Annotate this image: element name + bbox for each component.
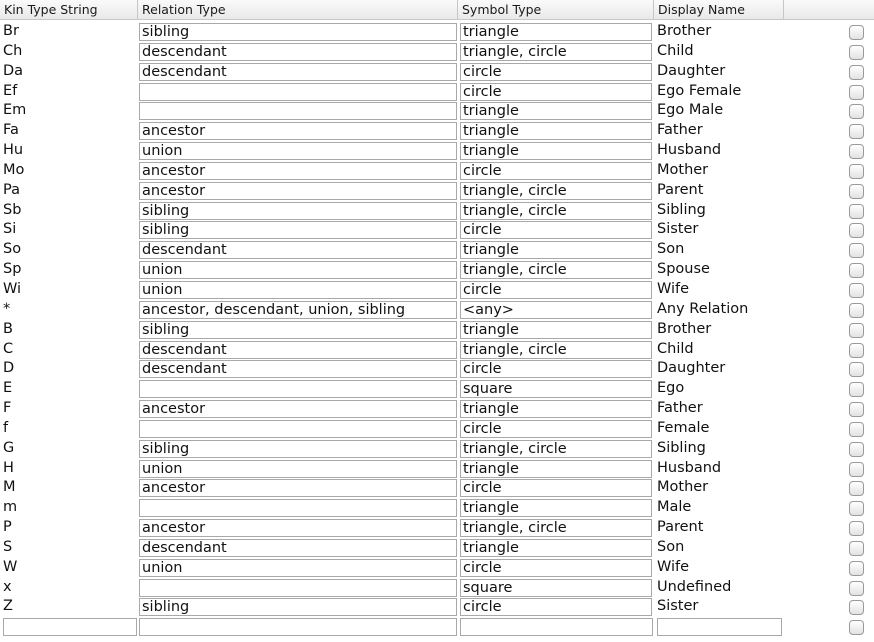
kin-type-cell[interactable]: Sb: [3, 201, 22, 218]
kin-type-cell[interactable]: M: [3, 479, 16, 496]
table-row[interactable]: [0, 538, 874, 558]
table-row[interactable]: [0, 161, 874, 181]
row-checkbox[interactable]: [849, 462, 864, 477]
symbol-type-cell[interactable]: triangle, circle: [460, 341, 652, 359]
symbol-type-cell[interactable]: circle: [460, 479, 652, 497]
table-row[interactable]: [0, 419, 874, 439]
table-row[interactable]: [0, 399, 874, 419]
display-name-cell[interactable]: Spouse: [657, 261, 710, 278]
display-name-cell[interactable]: Child: [657, 42, 694, 59]
row-checkbox[interactable]: [849, 25, 864, 40]
kin-type-table-body: [0, 22, 874, 617]
relation-type-cell[interactable]: union: [139, 261, 457, 279]
relation-type-cell[interactable]: ancestor: [139, 162, 457, 180]
symbol-type-cell[interactable]: triangle, circle: [460, 519, 652, 537]
symbol-type-cell[interactable]: triangle, circle: [460, 202, 652, 220]
table-row[interactable]: [0, 320, 874, 340]
symbol-type-cell[interactable]: triangle, circle: [460, 440, 652, 458]
display-name-cell[interactable]: Daughter: [657, 360, 726, 377]
table-row[interactable]: [0, 201, 874, 221]
symbol-type-cell[interactable]: circle: [460, 360, 652, 378]
kin-type-cell[interactable]: Sp: [3, 261, 22, 278]
kin-type-cell[interactable]: Hu: [3, 142, 24, 159]
table-row[interactable]: [0, 558, 874, 578]
symbol-type-cell[interactable]: square: [460, 579, 652, 597]
row-checkbox[interactable]: [849, 303, 864, 318]
symbol-type-cell[interactable]: circle: [460, 420, 652, 438]
relation-type-cell[interactable]: sibling: [139, 221, 457, 239]
symbol-type-cell[interactable]: triangle: [460, 539, 652, 557]
new-display-name-input[interactable]: [657, 618, 782, 636]
relation-type-cell[interactable]: ancestor: [139, 519, 457, 537]
row-checkbox[interactable]: [849, 343, 864, 358]
row-checkbox[interactable]: [849, 283, 864, 298]
kin-type-cell[interactable]: Z: [3, 598, 13, 615]
row-checkbox[interactable]: [849, 561, 864, 576]
table-row[interactable]: [0, 518, 874, 538]
symbol-type-cell[interactable]: circle: [460, 221, 652, 239]
new-entry-row: [0, 617, 874, 637]
symbol-type-cell[interactable]: triangle: [460, 23, 652, 41]
relation-type-cell[interactable]: sibling: [139, 321, 457, 339]
display-name-cell[interactable]: Male: [657, 499, 692, 516]
table-row[interactable]: [0, 597, 874, 617]
symbol-type-cell[interactable]: circle: [460, 162, 652, 180]
kin-type-cell[interactable]: E: [3, 380, 13, 397]
relation-type-cell[interactable]: ancestor, descendant, union, sibling: [139, 301, 457, 319]
display-name-cell[interactable]: Sister: [657, 221, 699, 238]
kin-type-cell[interactable]: D: [3, 360, 15, 377]
display-name-cell[interactable]: Ego Male: [657, 102, 724, 119]
table-header: [0, 0, 874, 20]
display-name-cell[interactable]: Father: [657, 400, 703, 417]
table-row[interactable]: [0, 121, 874, 141]
relation-type-cell[interactable]: descendant: [139, 539, 457, 557]
kin-type-cell[interactable]: C: [3, 340, 14, 357]
kin-type-cell[interactable]: F: [3, 400, 12, 417]
display-name-cell[interactable]: Son: [657, 538, 685, 555]
symbol-type-cell[interactable]: triangle: [460, 122, 652, 140]
relation-type-cell[interactable]: descendant: [139, 241, 457, 259]
kin-type-cell[interactable]: Si: [3, 221, 17, 238]
symbol-type-cell[interactable]: triangle: [460, 460, 652, 478]
row-checkbox[interactable]: [849, 204, 864, 219]
row-checkbox[interactable]: [849, 541, 864, 556]
kin-type-cell[interactable]: m: [3, 499, 18, 516]
relation-type-cell[interactable]: descendant: [139, 341, 457, 359]
symbol-type-cell[interactable]: square: [460, 380, 652, 398]
kin-type-cell[interactable]: Em: [3, 102, 27, 119]
symbol-type-cell[interactable]: circle: [460, 83, 652, 101]
row-checkbox[interactable]: [849, 263, 864, 278]
kin-type-cell[interactable]: Ch: [3, 42, 23, 59]
display-name-cell[interactable]: Son: [657, 241, 685, 258]
relation-type-cell[interactable]: descendant: [139, 360, 457, 378]
row-checkbox[interactable]: [849, 501, 864, 516]
display-name-cell[interactable]: Sister: [657, 598, 699, 615]
table-row[interactable]: [0, 101, 874, 121]
display-name-cell[interactable]: Brother: [657, 320, 712, 337]
table-row[interactable]: [0, 578, 874, 598]
column-header-checkbox[interactable]: [784, 0, 874, 20]
row-checkbox[interactable]: [849, 422, 864, 437]
relation-type-cell[interactable]: ancestor: [139, 182, 457, 200]
relation-type-cell[interactable]: sibling: [139, 598, 457, 616]
relation-type-cell[interactable]: [139, 579, 457, 597]
display-name-cell[interactable]: Mother: [657, 161, 709, 178]
relation-type-cell[interactable]: [139, 380, 457, 398]
symbol-type-cell[interactable]: triangle: [460, 400, 652, 418]
relation-type-cell[interactable]: ancestor: [139, 122, 457, 140]
symbol-type-cell[interactable]: circle: [460, 598, 652, 616]
relation-type-cell[interactable]: union: [139, 142, 457, 160]
display-name-cell[interactable]: Mother: [657, 479, 709, 496]
table-row[interactable]: [0, 260, 874, 280]
relation-type-cell[interactable]: [139, 420, 457, 438]
kin-type-cell[interactable]: S: [3, 538, 13, 555]
table-row[interactable]: [0, 220, 874, 240]
display-name-cell[interactable]: Sibling: [657, 439, 706, 456]
row-checkbox[interactable]: [849, 323, 864, 338]
table-row[interactable]: [0, 359, 874, 379]
table-row[interactable]: [0, 478, 874, 498]
kin-type-cell[interactable]: P: [3, 519, 12, 536]
row-checkbox[interactable]: [849, 124, 864, 139]
relation-type-cell[interactable]: [139, 83, 457, 101]
symbol-type-cell[interactable]: triangle, circle: [460, 43, 652, 61]
symbol-type-cell[interactable]: triangle: [460, 142, 652, 160]
symbol-type-cell[interactable]: circle: [460, 63, 652, 81]
kin-type-cell[interactable]: f: [3, 419, 9, 436]
table-row[interactable]: [0, 240, 874, 260]
relation-type-cell[interactable]: union: [139, 281, 457, 299]
kin-type-cell[interactable]: W: [3, 558, 18, 575]
display-name-cell[interactable]: Husband: [657, 142, 722, 159]
symbol-type-cell[interactable]: triangle, circle: [460, 261, 652, 279]
column-header-kin-type-string[interactable]: Kin Type String: [0, 0, 138, 20]
table-row[interactable]: [0, 379, 874, 399]
kin-type-cell[interactable]: Br: [3, 23, 19, 39]
symbol-type-cell[interactable]: triangle: [460, 321, 652, 339]
row-checkbox[interactable]: [849, 243, 864, 258]
row-checkbox[interactable]: [849, 144, 864, 159]
table-row[interactable]: [0, 439, 874, 459]
kin-type-cell[interactable]: x: [3, 578, 12, 595]
kin-type-cell[interactable]: H: [3, 459, 14, 476]
row-checkbox[interactable]: [849, 164, 864, 179]
kin-type-cell[interactable]: *: [3, 300, 11, 317]
display-name-cell[interactable]: Ego Female: [657, 82, 742, 99]
relation-type-cell[interactable]: descendant: [139, 63, 457, 81]
kin-type-cell[interactable]: G: [3, 439, 15, 456]
relation-type-cell[interactable]: sibling: [139, 23, 457, 41]
row-checkbox[interactable]: [849, 581, 864, 596]
display-name-cell[interactable]: Female: [657, 419, 710, 436]
symbol-type-cell[interactable]: triangle, circle: [460, 182, 652, 200]
kin-type-cell[interactable]: Wi: [3, 280, 22, 297]
display-name-cell[interactable]: Child: [657, 340, 694, 357]
table-row[interactable]: [0, 42, 874, 62]
display-name-cell[interactable]: Any Relation: [657, 300, 749, 317]
relation-type-cell[interactable]: union: [139, 559, 457, 577]
table-row[interactable]: [0, 62, 874, 82]
display-name-cell[interactable]: Ego: [657, 380, 685, 397]
new-row-checkbox[interactable]: [849, 620, 864, 635]
kin-type-cell[interactable]: Ef: [3, 82, 18, 99]
table-row[interactable]: [0, 82, 874, 102]
new-symbol-type-input[interactable]: [460, 618, 653, 636]
column-header-display-name[interactable]: Display Name: [654, 0, 784, 20]
display-name-cell[interactable]: Daughter: [657, 62, 726, 79]
column-header-relation-type[interactable]: Relation Type: [138, 0, 458, 20]
row-checkbox[interactable]: [849, 184, 864, 199]
column-header-symbol-type[interactable]: Symbol Type: [458, 0, 654, 20]
table-row[interactable]: [0, 459, 874, 479]
row-checkbox[interactable]: [849, 481, 864, 496]
row-checkbox[interactable]: [849, 104, 864, 119]
display-name-cell[interactable]: Parent: [657, 519, 704, 536]
symbol-type-cell[interactable]: circle: [460, 281, 652, 299]
row-checkbox[interactable]: [849, 85, 864, 100]
display-name-cell[interactable]: Wife: [657, 558, 690, 575]
table-row[interactable]: [0, 22, 874, 42]
relation-type-cell[interactable]: sibling: [139, 202, 457, 220]
row-checkbox[interactable]: [849, 521, 864, 536]
display-name-cell[interactable]: Brother: [657, 23, 712, 39]
display-name-cell[interactable]: Undefined: [657, 578, 732, 595]
table-row[interactable]: [0, 181, 874, 201]
kin-type-cell[interactable]: Mo: [3, 161, 25, 178]
display-name-cell[interactable]: Husband: [657, 459, 722, 476]
relation-type-cell[interactable]: ancestor: [139, 400, 457, 418]
kin-type-cell[interactable]: So: [3, 241, 22, 258]
symbol-type-cell[interactable]: triangle: [460, 241, 652, 259]
table-row[interactable]: [0, 141, 874, 161]
kin-type-cell[interactable]: B: [3, 320, 13, 337]
row-checkbox[interactable]: [849, 382, 864, 397]
row-checkbox[interactable]: [849, 362, 864, 377]
relation-type-cell[interactable]: ancestor: [139, 479, 457, 497]
display-name-cell[interactable]: Sibling: [657, 201, 706, 218]
display-name-cell[interactable]: Wife: [657, 280, 690, 297]
relation-type-cell[interactable]: [139, 499, 457, 517]
relation-type-cell[interactable]: [139, 102, 457, 120]
row-checkbox[interactable]: [849, 65, 864, 80]
table-row[interactable]: [0, 300, 874, 320]
kin-type-cell[interactable]: Fa: [3, 122, 19, 139]
row-checkbox[interactable]: [849, 442, 864, 457]
relation-type-cell[interactable]: union: [139, 460, 457, 478]
symbol-type-cell[interactable]: triangle: [460, 102, 652, 120]
row-checkbox[interactable]: [849, 402, 864, 417]
display-name-cell[interactable]: Father: [657, 122, 703, 139]
relation-type-cell[interactable]: descendant: [139, 43, 457, 61]
table-row[interactable]: [0, 498, 874, 518]
symbol-type-cell[interactable]: triangle: [460, 499, 652, 517]
row-checkbox[interactable]: [849, 223, 864, 238]
row-checkbox[interactable]: [849, 600, 864, 615]
kin-type-cell[interactable]: Pa: [3, 181, 20, 198]
display-name-cell[interactable]: Parent: [657, 181, 704, 198]
new-relation-type-input[interactable]: [139, 618, 457, 636]
symbol-type-cell[interactable]: <any>: [460, 301, 652, 319]
new-kin-type-input[interactable]: [3, 618, 137, 636]
symbol-type-cell[interactable]: circle: [460, 559, 652, 577]
table-row[interactable]: [0, 340, 874, 360]
row-checkbox[interactable]: [849, 45, 864, 60]
kin-type-cell[interactable]: Da: [3, 62, 24, 79]
table-row[interactable]: [0, 280, 874, 300]
relation-type-cell[interactable]: sibling: [139, 440, 457, 458]
